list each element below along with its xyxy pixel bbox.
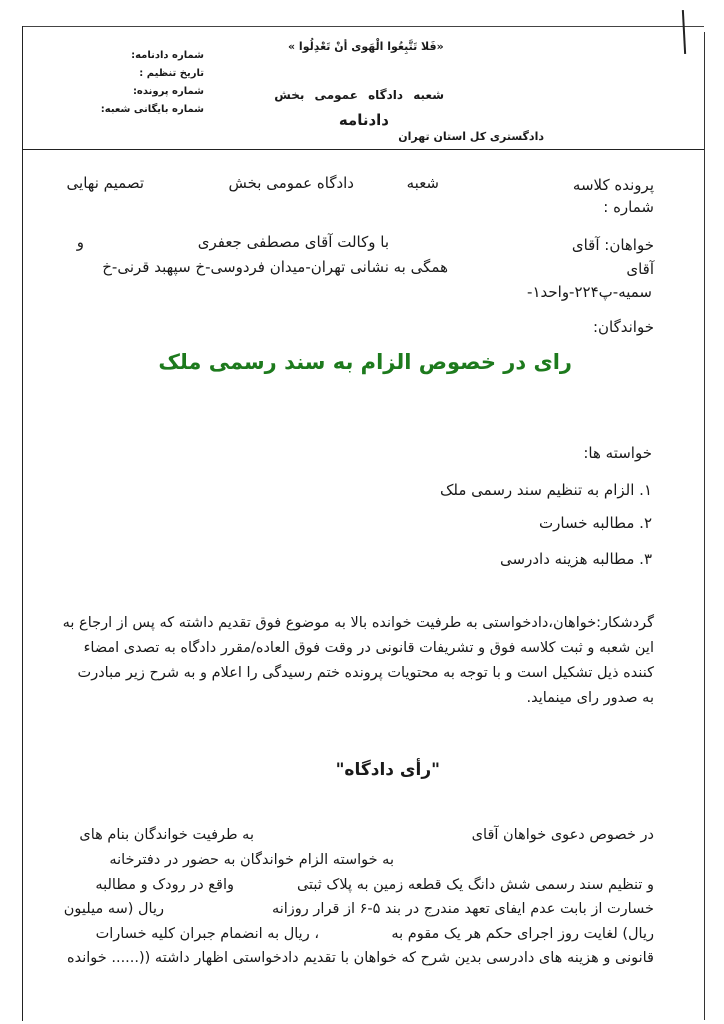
ruling-heading: رای در خصوص الزام به سند رسمی ملک: [158, 350, 572, 374]
verdict-title: "رأی دادگاه": [335, 760, 440, 780]
gardeshkar-line: کننده ذیل تشکیل است و با توجه به محتویات پرونده ختم رسیدگی را اعلام و به شرح زیر مبادرت: [77, 665, 654, 681]
verdict-line-left: واقع در رودک و مطالبه: [95, 877, 234, 893]
verdict-line-left: ، ریال به انضمام جبران کلیه خسارات: [95, 926, 319, 942]
dadnameh-number-label: شماره دادنامه:: [131, 50, 204, 61]
attorney-text: با وکالت آقای مصطفی جعفری: [197, 233, 389, 251]
document-title: دادنامه: [338, 111, 389, 129]
defendants-label: خواندگان:: [592, 318, 654, 336]
court-label: دادگاه عمومی بخش: [228, 174, 354, 192]
claim-item: ۱. الزام به تنظیم سند رسمی ملک: [439, 481, 652, 499]
mr-label: آقای: [626, 260, 654, 278]
verdict-line: به خواسته الزام خواندگان به حضور در دفترخانه: [109, 852, 394, 868]
header-branch-line: شعبه دادگاه عمومی بخش: [274, 88, 444, 102]
plaintiffs-label: خواهان: آقای: [571, 236, 654, 254]
claim-item: ۳. مطالبه هزینه دادرسی: [500, 550, 652, 568]
verdict-line: ریال) لغایت روز اجرای حکم هر یک مقوم به: [391, 926, 654, 942]
number-label: شماره :: [603, 198, 654, 216]
verdict-line: در خصوص دعوی خواهان آقای: [471, 827, 654, 843]
archive-number-label: شماره بایگانی شعبه:: [100, 104, 204, 115]
header-divider: [22, 149, 704, 150]
frame-right-border: [704, 32, 705, 1020]
claim-item: ۲. مطالبه خسارت: [538, 514, 652, 532]
verdict-line-left: به طرفیت خواندگان بنام های: [79, 827, 254, 843]
case-number-label: شماره پرونده:: [132, 86, 204, 97]
claims-label: خواسته ها:: [583, 444, 652, 462]
gardeshkar-line: گردشکار:خواهان،دادخواستی به طرفیت خوانده بالا به موضوع فوق تقدیم داشته که پس از ارجاع به: [62, 615, 654, 631]
scan-mark: [682, 10, 686, 54]
header-verse: «فَلا تَتَّبِعُوا الْهَوی أنْ تَعْدِلُوا »: [288, 40, 444, 53]
file-class-label: پرونده کلاسه: [572, 176, 654, 194]
organization-name: دادگستری کل استان تهران: [398, 130, 544, 143]
address-line-1: همگی به نشانی تهران-میدان فردوسی-خ سپهبد قرنی-خ: [102, 258, 448, 276]
verdict-line: و تنظیم سند رسمی شش دانگ یک قطعه زمین به پلاک ثبتی: [296, 877, 654, 893]
date-label: تاریخ تنظیم :: [139, 68, 204, 79]
verdict-line: قانونی و هزینه های دادرسی بدین شرح که خواهان با تقدیم دادخواستی اظهار داشته ((...... خوانده: [67, 950, 654, 966]
frame-left-border: [22, 26, 23, 1021]
address-line-2: سمیه-پ۲۲۴-واحد۱-: [527, 283, 652, 301]
verdict-line: خسارت از بابت عدم ایفای تعهد مندرج در بند ۵-۶ از قرار روزانه: [271, 901, 654, 917]
gardeshkar-line: به صدور رای مینماید.: [526, 690, 654, 706]
and-text: و: [76, 233, 84, 251]
gardeshkar-line: این شعبه و ثبت کلاسه فوق و تشریفات قانونی در وقت فوق العاده/مقرر دادگاه به تصدی امضاء: [83, 640, 654, 656]
final-decision-label: تصمیم نهایی: [66, 174, 144, 192]
branch-label: شعبه: [406, 174, 439, 192]
frame-top-border: [22, 26, 704, 27]
verdict-line-left: ریال (سه میلیون: [63, 901, 164, 917]
